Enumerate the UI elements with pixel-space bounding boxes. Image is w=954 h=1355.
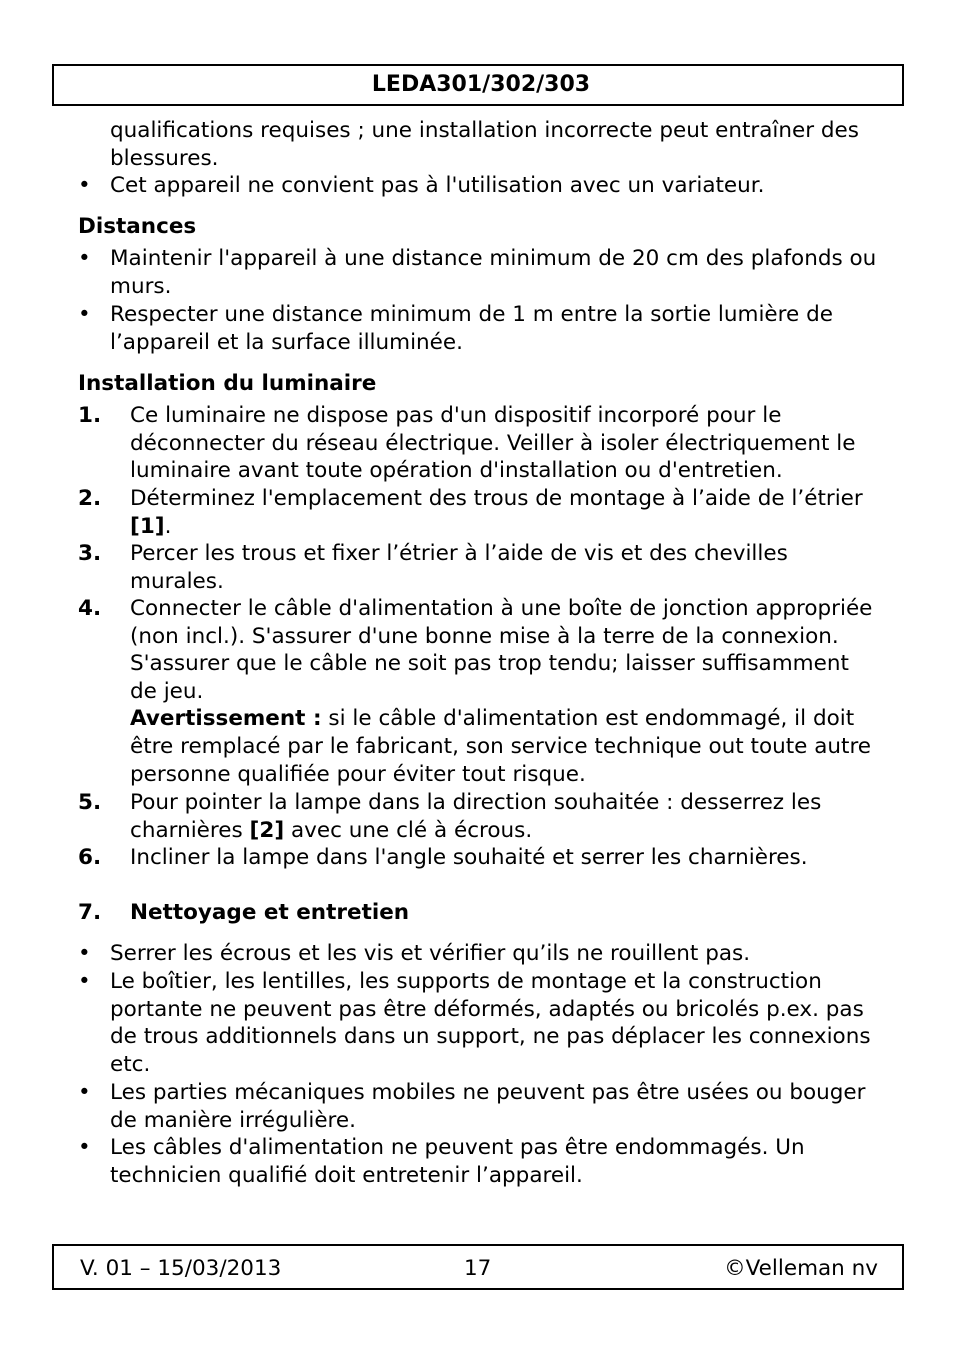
step-text: Connecter le câble d'alimentation à une boîte de jonction appropriée (non incl.). S'assurer d'une bonne mise à la terre de la connexion. S'assurer que le câble ne soit pas trop tendu; laisser suffisamment de jeu. — [130, 596, 873, 704]
bullet-icon: • — [78, 302, 91, 327]
list-item: • Maintenir l'appareil à une distance minimum de 20 cm des plafonds ou murs. — [78, 246, 877, 299]
step-item — [78, 789, 878, 844]
bullet-icon: • — [78, 173, 91, 198]
figure-reference: [1] — [130, 513, 165, 539]
list-item: • Cet appareil ne convient pas à l'utilisation avec un variateur. — [78, 173, 765, 198]
step-number: 4. — [78, 596, 102, 621]
step-text: Pour pointer la lampe dans la direction souhaitée : desserrez les charnières [2] avec une clé à écrous. — [130, 790, 822, 843]
bullet-icon: • — [78, 1080, 91, 1105]
step-item — [78, 844, 878, 872]
section-heading-maintenance — [78, 899, 878, 927]
footer-version: V. 01 – 15/03/2013 — [80, 1256, 282, 1281]
bullet-icon: • — [78, 941, 91, 966]
step-number: 1. — [78, 403, 102, 428]
step-number: 6. — [78, 845, 102, 870]
step-item — [78, 485, 878, 540]
page-header — [52, 64, 904, 106]
step-item — [78, 595, 878, 788]
step-item — [78, 540, 878, 595]
list-item: • Les câbles d'alimentation ne peuvent pas être endommagés. Un technicien qualifié doit entretenir l’appareil. — [78, 1135, 805, 1188]
step-item — [78, 402, 878, 485]
bullet-icon: • — [78, 1135, 91, 1160]
section-number: 7. — [78, 900, 102, 925]
step-number: 3. — [78, 541, 102, 566]
section-heading-installation: Installation du luminaire — [78, 371, 377, 396]
warning-label: Avertissement : — [130, 706, 322, 732]
step-text: Incliner la lampe dans l'angle souhaité et serrer les charnières. — [130, 845, 808, 870]
bullet-icon: • — [78, 246, 91, 271]
figure-reference: [2] — [249, 817, 285, 843]
list-item: • Respecter une distance minimum de 1 m entre la sortie lumière de l’appareil et la surface illuminée. — [78, 302, 833, 355]
section-title: Nettoyage et entretien — [130, 900, 410, 925]
warning-note: Avertissement : si le câble d'alimentation est endommagé, il doit être remplacé par le fabricant, son service technique out toute autre personne qualifiée pour éviter tout risque. — [130, 706, 872, 787]
step-text: Ce luminaire ne dispose pas d'un dispositif incorporé pour le déconnecter du réseau électrique. Veiller à isoler électriquement le luminaire avant toute opération d'installation ou d'entretien. — [130, 403, 856, 484]
step-text: Déterminez l'emplacement des trous de montage à l’aide de l’étrier [1]. — [130, 486, 863, 539]
step-number: 5. — [78, 790, 102, 815]
header-title: LEDA301/302/303 — [371, 72, 591, 97]
step-number: 2. — [78, 486, 102, 511]
section-heading-distances: Distances — [78, 214, 197, 239]
list-item: • Les parties mécaniques mobiles ne peuvent pas être usées ou bouger de manière irrégulière. — [78, 1080, 866, 1133]
intro-continuation: qualifications requises ; une installation incorrecte peut entraîner des blessures. — [110, 118, 859, 171]
bullet-icon: • — [78, 969, 91, 994]
list-item: • Le boîtier, les lentilles, les supports de montage et la construction portante ne peuvent pas être déformés, adaptés ou bricolés p.ex. pas de trous additionnels dans un support, ne pas déplacer les connexions etc. — [78, 969, 871, 1077]
list-item: • Serrer les écrous et les vis et vérifier qu’ils ne rouillent pas. — [78, 941, 751, 966]
page-footer — [52, 1244, 904, 1290]
footer-copyright: ©Velleman nv — [724, 1256, 878, 1281]
page-number: 17 — [464, 1256, 492, 1281]
step-text: Percer les trous et fixer l’étrier à l’aide de vis et des chevilles murales. — [130, 541, 788, 594]
